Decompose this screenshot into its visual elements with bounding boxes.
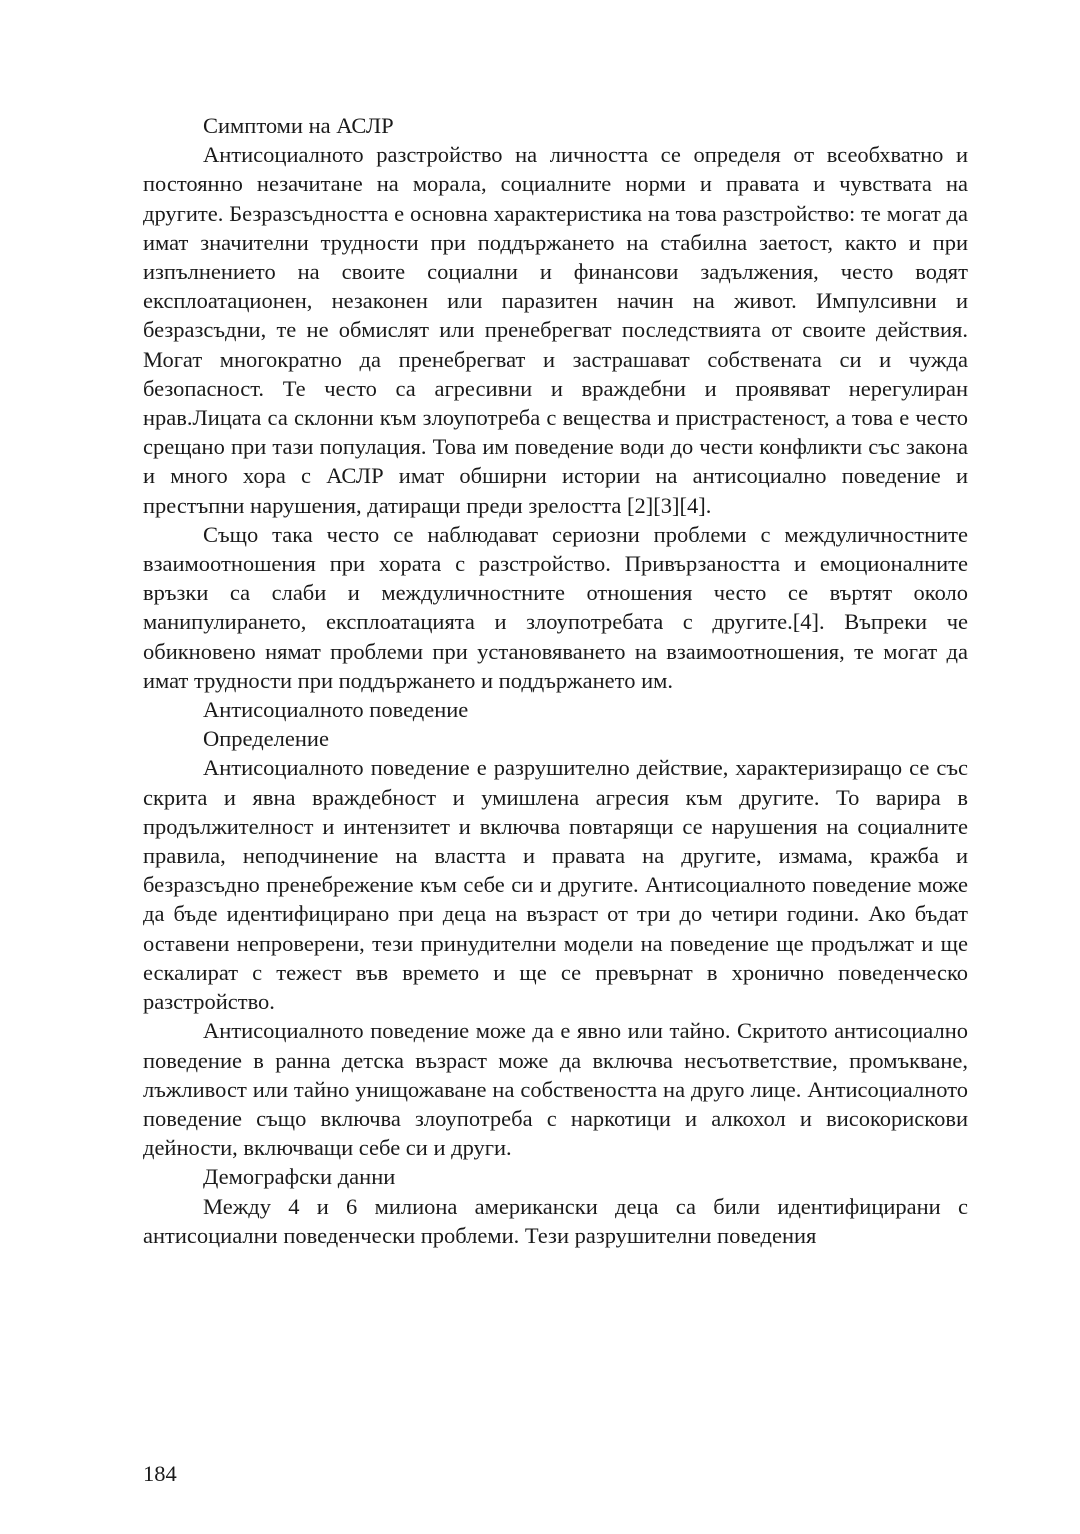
section-heading-definition: Определение bbox=[203, 726, 329, 752]
paragraph-interpersonal-problems: Също така често се наблюдават сериозни проблеми с междуличностните взаимоотношения при хората с разстройство. Привързаността и емоционалните връзки са слаби и междуличностните отношения често се въртят около манипулирането, експлоатацията и злоупотребата с другите.[4]. Въпреки че обикновено нямат проблеми при установяването на взаимоотношения, те могат да имат трудности при поддържането и поддържането им. bbox=[143, 521, 968, 693]
paragraph-aspd-definition: Антисоциалното разстройство на личността се определя от всеобхватно и постоянно незачитане на морала, социалните норми и правата и чувствата на другите. Безразсъдността е основна характеристика на това разстройство: те могат да имат значителни трудности при поддържането на стабилна заетост, както и при изпълнението на своите социални и финансови задължения, често водят експлоатационен, незаконен или паразитен начин на живот. Импулсивни и безразсъдни, те не обмислят или пренебрегват последствията от своите действия. Могат многократно да пренебрегват и застрашават собствената си и чужда безопасност. Те често са агресивни и враждебни и проявяват нерегулиран нрав.Лицата са склонни към злоупотреба с вещества и пристрастеност, а това е често срещано при тази популация. Това им поведение води до чести конфликти със закона и много хора с АСЛР имат обширни истории на антисоциално поведение и престъпни нарушения, датиращи преди зрелостта [2][3][4]. bbox=[143, 142, 968, 518]
paragraph-demographics: Между 4 и 6 милиона американски деца са били идентифицирани с антисоциални поведенчески проблеми. Тези разрушителни поведения bbox=[143, 1193, 968, 1248]
section-heading-demographics: Демографски данни bbox=[203, 1164, 396, 1190]
page-number: 184 bbox=[143, 1461, 177, 1486]
section-heading-antisocial-behavior: Антисоциалното поведение bbox=[203, 697, 469, 723]
paragraph-overt-covert: Антисоциалното поведение може да е явно или тайно. Скритото антисоциално поведение в ранна детска възраст може да включва несъответствие, промъкване, лъжливост или тайно унищожаване на собствеността на друго лице. Антисоциалното поведение също включва злоупотреба с наркотици и алкохол и високорискови дейности, включващи себе си и други. bbox=[143, 1018, 968, 1161]
section-heading-symptoms: Симптоми на АСЛР bbox=[203, 113, 394, 138]
page-body bbox=[143, 111, 968, 1250]
paragraph-behavior-definition: Антисоциалното поведение е разрушително действие, характеризиращо се със скрита и явна враждебност и умишлена агресия към другите. То варира в продължителност и интензитет и включва повтарящи се нарушения на социалните правила, неподчинение на властта и правата на другите, измама, кражба и безразсъдно пренебрежение към себе си и другите. Антисоциалното поведение може да бъде идентифицирано при деца на възраст от три до четири години. Ако бъдат оставени непроверени, тези принудителни модели на поведение ще продължат и ще ескалират с тежест във времето и ще се превърнат в хронично поведенческо разстройство. bbox=[143, 755, 968, 1015]
